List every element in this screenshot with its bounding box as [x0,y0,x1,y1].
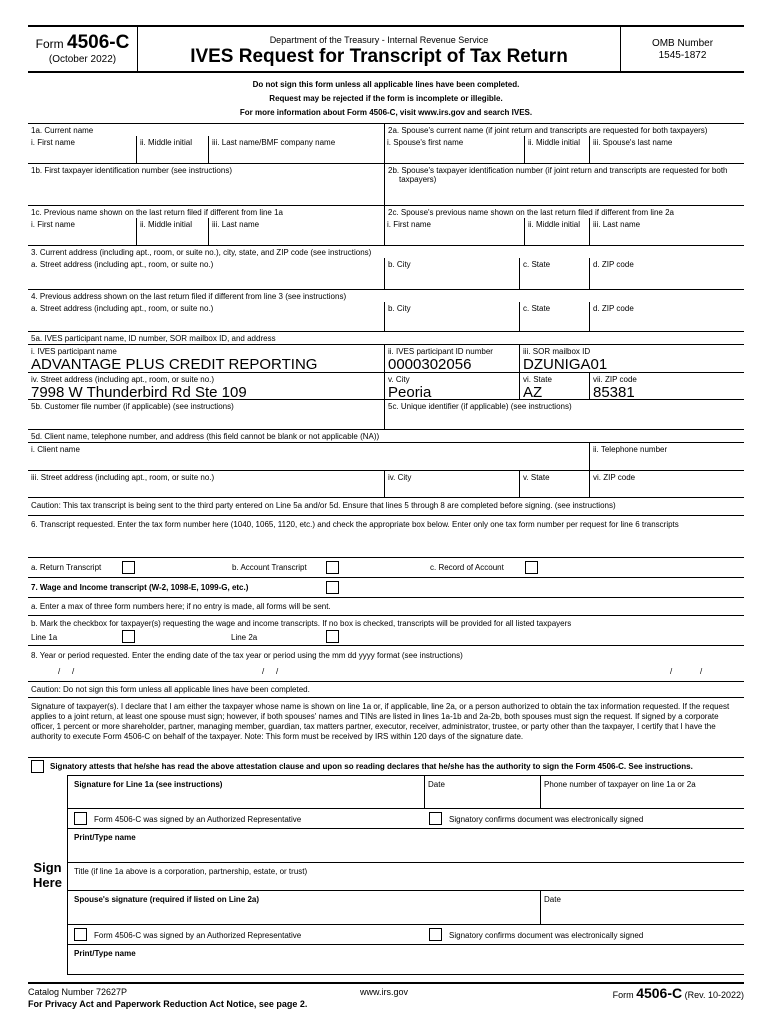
print-name-label-1: Print/Type name [74,833,136,842]
row-line-5a [28,331,744,402]
line-1b-label: 1b. First taxpayer identification number (see instructions) [31,166,232,175]
row-line-5d [28,429,744,497]
line-4-zip-field[interactable]: d. ZIP code [589,302,637,331]
form-date: (October 2022) [48,53,117,65]
row-line-1b-2b [28,163,744,205]
date-slash: / [262,667,265,676]
row-line-3 [28,245,744,289]
line-4-label: 4. Previous address shown on the last return filed if different from line 3 (see instructions) [31,292,347,301]
row-line-6[interactable] [28,515,744,557]
line-5d-label: 5d. Client name, telephone number, and address (this field cannot be blank or not applicable (NA)) [31,432,380,441]
footer-form-number [613,985,744,1001]
ives-zip-label: vii. ZIP code [593,375,637,384]
line-2a-taxpayer-label: Line 2a [231,633,258,642]
row-line-1a-2a [28,123,744,163]
line-2a-first-label: i. Spouse's first name [387,138,464,147]
ives-street-label: iv. Street address (including apt., room, or suite no.) [31,375,215,384]
line-7b-label: b. Mark the checkbox for taxpayer(s) requesting the wage and income transcripts. If no box is checked, transcripts will be provided for all listed taxpayers [31,619,572,628]
authorized-rep-label-1: Form 4506-C was signed by an Authorized Representative [94,815,302,824]
row-authorized-2 [68,924,744,944]
line-3-zip-field[interactable]: d. ZIP code [589,258,637,289]
ives-id-field[interactable] [384,344,519,372]
catalog-number: Catalog Number 72627P [28,987,128,997]
title-field[interactable] [68,862,744,890]
sor-mailbox-label: iii. SOR mailbox ID [523,347,591,356]
return-transcript-label: a. Return Transcript [31,563,102,572]
form-title: IVES Request for Transcript of Tax Return [190,46,568,68]
row-attest [28,757,744,775]
account-transcript-label: b. Account Transcript [232,563,307,572]
line-1a-taxpayer-checkbox[interactable] [122,630,135,643]
form-header [28,25,744,73]
form-word: Form [35,37,64,51]
ives-id-value: 0000302056 [388,356,472,374]
line-5a-label: 5a. IVES participant name, ID number, SOR mailbox ID, and address [31,334,276,343]
electronic-sign-label-2: Signatory confirms document was electronically signed [449,931,644,940]
wage-income-checkbox[interactable] [326,581,339,594]
ives-state-field[interactable] [519,372,589,400]
client-city-field[interactable]: iv. City [384,470,519,498]
line-1c-last-label: iii. Last name [208,218,262,246]
form-footer [28,982,744,1012]
here-label: Here [33,874,62,890]
line-2c-label: 2c. Spouse's previous name shown on the last return filed if different from line 2a [388,208,674,217]
line-1a-middle-label: ii. Middle initial [136,136,195,164]
return-transcript-checkbox[interactable] [122,561,135,574]
title-label: Title (if line 1a above is a corporation, partnership, estate, or trust) [74,867,308,876]
line-2b-field[interactable] [384,164,744,205]
sign-here-block [28,775,68,975]
line-1a-first-label: i. First name [31,138,76,147]
client-name-field[interactable]: i. Client name [28,442,589,470]
signature-1a-label: Signature for Line 1a (see instructions) [74,780,223,789]
electronic-sign-checkbox-1[interactable] [429,812,442,825]
spouse-date-field[interactable]: Date [540,890,744,924]
line-2b-label: 2b. Spouse's taxpayer identification number (if joint return and transcripts are requested for both taxpayers) [388,166,728,185]
date-slash: / [276,667,279,676]
line-3-label: 3. Current address (including apt., room, or suite no.), city, state, and ZIP code (see instructions) [31,248,372,257]
print-name-field-2[interactable] [68,944,744,976]
line-2a-label: 2a. Spouse's current name (if joint return and transcripts are requested for both taxpayers) [388,126,708,135]
sor-mailbox-field[interactable] [519,344,744,372]
ives-city-field[interactable] [384,372,519,400]
authorized-rep-checkbox-2[interactable] [74,928,87,941]
taxpayer-phone-field[interactable]: Phone number of taxpayer on line 1a or 2a [540,776,744,808]
ives-street-value: 7998 W Thunderbird Rd Ste 109 [31,384,247,402]
year-period-fields[interactable] [28,662,744,682]
row-line-6-options [28,557,744,577]
ives-name-label: i. IVES participant name [31,347,117,356]
record-of-account-label: c. Record of Account [430,563,504,572]
line-2c-last-label: iii. Last name [589,218,643,246]
form-number: 4506-C [67,32,130,53]
customer-file-number-field[interactable]: 5b. Customer file number (if applicable) (see instructions) [31,402,234,411]
note-3: For more information about Form 4506-C, visit www.irs.gov and search IVES. [239,108,533,117]
line-1c-field[interactable] [28,206,384,245]
ives-state-value: AZ [523,384,543,402]
date-slash: / [670,667,673,676]
caution-third-party: Caution: This tax transcript is being sent to the third party entered on Line 5a and/or 5d. Ensure that lines 5 through 8 are completed before signing. (see instructions) [28,497,744,515]
line-1b-field[interactable] [28,164,384,205]
line-2c-first-label: i. First name [387,220,432,229]
ives-state-label: vi. State [523,375,552,384]
line-4-street-label: a. Street address (including apt., room, or suite no.) [31,304,214,313]
row-line-4 [28,289,744,331]
omb-label: OMB Number [651,38,714,49]
unique-identifier-field[interactable]: 5c. Unique identifier (if applicable) (see instructions) [384,400,744,429]
record-of-account-checkbox[interactable] [525,561,538,574]
note-1: Do not sign this form unless all applicable lines have been completed. [252,80,520,89]
row-line-8 [28,645,744,681]
ives-id-label: ii. IVES participant ID number [388,347,493,356]
row-line-1c-2c [28,205,744,245]
electronic-sign-label-1: Signatory confirms document was electronically signed [449,815,644,824]
line-2c-middle-label: ii. Middle initial [524,218,583,246]
line-2a-middle-label: ii. Middle initial [524,136,583,164]
signature-1a-date-field[interactable]: Date [424,776,540,808]
account-transcript-checkbox[interactable] [326,561,339,574]
irs-website: www.irs.gov [360,987,409,997]
sign-label: Sign [33,860,62,875]
row-line-7b [28,615,744,645]
authorized-rep-label-2: Form 4506-C was signed by an Authorized Representative [94,931,302,940]
caution-sign [28,681,744,697]
line-3-state-field[interactable]: c. State [519,258,553,289]
line-3-city-field[interactable]: b. City [384,258,414,289]
line-8-label: 8. Year or period requested. Enter the ending date of the tax year or period using the mm dd yyyy format (see instructions) [31,651,463,660]
line-1c-label: 1c. Previous name shown on the last return filed if different from line 1a [31,208,283,217]
omb-block [620,27,744,73]
privacy-notice: For Privacy Act and Paperwork Reduction Act Notice, see page 2. [28,999,308,1009]
row-authorized-1 [68,808,744,828]
line-1a-label: 1a. Current name [31,126,94,135]
client-zip-field[interactable]: vi. ZIP code [589,470,744,498]
spouse-signature-label: Spouse's signature (required if listed on Line 2a) [74,895,260,904]
line-4-state-field[interactable]: c. State [519,302,553,331]
note-2: Request may be rejected if the form is incomplete or illegible. [269,94,503,103]
attest-checkbox[interactable] [31,760,44,773]
line-2a-last-label: iii. Spouse's last name [589,136,675,164]
date-slash: / [72,667,75,676]
signature-panel [68,775,744,975]
ives-zip-value: 85381 [593,384,635,402]
line-1c-middle-label: ii. Middle initial [136,218,195,246]
row-line-5b-5c [28,399,744,429]
ives-zip-field[interactable] [589,372,744,400]
line-6-label: 6. Transcript requested. Enter the tax form number here (1040, 1065, 1120, etc.) and check the appropriate box below. Enter only one tax form number per request for line 6 transcripts [31,520,679,529]
ives-city-value: Peoria [388,384,432,402]
line-1c-first-label: i. First name [31,220,76,229]
footer-form-word: Form [612,990,634,1000]
attest-label: Signatory attests that he/she has read the above attestation clause and upon so reading declares that he/she has the authority to sign the Form 4506-C. See instructions. [50,762,693,771]
line-7a-field[interactable]: a. Enter a max of three form numbers here; if no entry is made, all forms will be sent. [28,597,744,615]
ives-name-field[interactable] [28,344,384,372]
footer-revision: (Rev. 10-2022) [684,990,744,1000]
line-2a-taxpayer-checkbox[interactable] [326,630,339,643]
line-1a-last-label: iii. Last name/BMF company name [208,136,338,164]
authorized-rep-checkbox-1[interactable] [74,812,87,825]
print-name-label-2: Print/Type name [74,949,136,958]
line-7-label [31,583,248,592]
instructions-notes [28,78,744,120]
line-7-title: 7. Wage and Income transcript (W-2, 1098-E, 1099-G, etc.) [31,583,249,592]
sor-mailbox-value: DZUNIGA01 [523,356,608,374]
client-state-field[interactable]: v. State [519,470,589,498]
form-number-block [28,27,138,73]
omb-number: 1545-1872 [658,49,707,61]
electronic-sign-checkbox-2[interactable] [429,928,442,941]
client-street-field[interactable]: iii. Street address (including apt., room, or suite no.) [28,470,384,498]
ives-city-label: v. City [388,375,410,384]
spouse-signature-field[interactable] [68,890,540,924]
ives-street-field[interactable] [28,372,384,400]
line-4-city-field[interactable]: b. City [384,302,414,331]
signature-1a-field[interactable] [68,776,424,808]
line-1a-taxpayer-label: Line 1a [31,633,58,642]
date-slash: / [58,667,61,676]
row-line-7 [28,577,744,597]
signature-declaration: Signature of taxpayer(s). I declare that I am either the taxpayer whose name is shown on line 1a or, if applicable, line 2a, or a person authorized to obtain the tax information requested. If the request applies to a joint return, at least one spouse must sign; however, if both spouses' names and TINs are listed in lines 1a-1b and 2a-2b, both spouses must sign the request. If signed by a corporate officer, 1 percent or more shareholder, partner, managing member, guardian, tax matters partner, executor, receiver, administrator, trustee, or party other than the taxpayer, I certify that I have the authority to execute Form 4506-C on behalf of the taxpayer. Note: This form must be received by IRS within 120 days of the signature date. [28,697,744,757]
department: Department of the Treasury - Internal Revenue Service [269,35,489,45]
caution-sign-text: Caution: Do not sign this form unless all applicable lines have been completed. [31,685,310,694]
line-3-street-label: a. Street address (including apt., room, or suite no.) [31,260,214,269]
client-phone-field[interactable]: ii. Telephone number [589,442,744,470]
date-slash: / [700,667,703,676]
print-name-field-1[interactable] [68,828,744,862]
footer-form-code: 4506-C [636,985,683,1001]
ives-name-value: ADVANTAGE PLUS CREDIT REPORTING [31,356,318,374]
